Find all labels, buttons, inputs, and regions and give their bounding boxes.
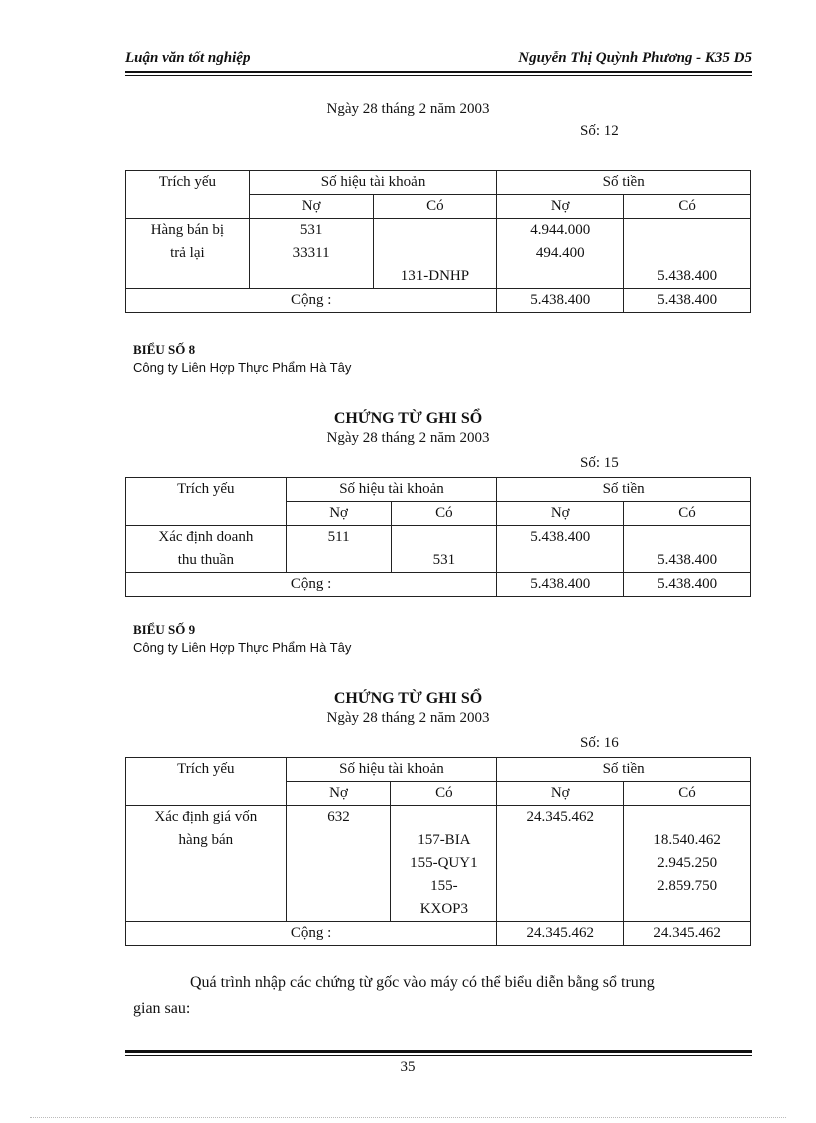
col-summary-header: Trích yếu bbox=[126, 758, 287, 806]
total-label: Cộng : bbox=[126, 922, 497, 946]
summary-line: trả lại bbox=[170, 245, 205, 261]
total-debit: 5.438.400 bbox=[497, 573, 624, 597]
total-label: Cộng : bbox=[126, 573, 497, 597]
bieu8-company: Công ty Liên Hợp Thực Phẩm Hà Tây bbox=[133, 360, 352, 375]
sub-debit-acc: Nợ bbox=[249, 195, 373, 219]
sub-debit-acc: Nợ bbox=[286, 502, 391, 526]
table-row bbox=[126, 526, 751, 573]
sub-debit-amt: Nợ bbox=[497, 782, 624, 806]
debit-amt: 4.944.000 bbox=[530, 222, 591, 238]
total-debit: 5.438.400 bbox=[497, 289, 624, 313]
col-amount-header: Số tiền bbox=[497, 758, 751, 782]
total-credit: 5.438.400 bbox=[624, 573, 751, 597]
debit-acc: 632 bbox=[327, 809, 350, 825]
debit-amt-cell bbox=[497, 219, 624, 289]
total-credit: 5.438.400 bbox=[624, 289, 751, 313]
sub-debit-acc: Nợ bbox=[286, 782, 391, 806]
credit-acc: KXOP3 bbox=[419, 901, 469, 917]
table-row bbox=[126, 806, 751, 922]
sub-debit-amt: Nợ bbox=[497, 195, 624, 219]
debit-amt-cell bbox=[497, 526, 624, 573]
credit-acc-cell bbox=[373, 219, 497, 289]
debit-acc-cell bbox=[286, 526, 391, 573]
credit-amt-cell bbox=[624, 526, 751, 573]
credit-acc: 155- bbox=[430, 878, 458, 894]
summary-line: Hàng bán bị bbox=[150, 222, 225, 238]
header-left: Luận văn tốt nghiệp bbox=[125, 50, 251, 66]
summary-line: Xác định giá vốn bbox=[154, 809, 258, 825]
col-summary-header: Trích yếu bbox=[126, 478, 287, 526]
summary-line: thu thuần bbox=[177, 552, 234, 568]
summary-cell bbox=[126, 806, 287, 922]
credit-acc: 131-DNHP bbox=[400, 268, 470, 284]
bieu9-date: Ngày 28 tháng 2 năm 2003 bbox=[326, 710, 490, 726]
voucher12-table bbox=[125, 170, 751, 313]
bieu9-table bbox=[125, 757, 751, 946]
credit-amt: 5.438.400 bbox=[657, 268, 718, 284]
col-account-header: Số hiệu tài khoản bbox=[249, 171, 497, 195]
credit-amt-cell bbox=[624, 219, 751, 289]
debit-amt: 5.438.400 bbox=[530, 529, 591, 545]
debit-amt: 494.400 bbox=[535, 245, 585, 261]
bieu9-company: Công ty Liên Hợp Thực Phẩm Hà Tây bbox=[133, 640, 352, 655]
debit-acc: 33311 bbox=[292, 245, 330, 261]
col-summary-header: Trích yếu bbox=[126, 171, 250, 219]
sub-credit-amt: Có bbox=[624, 502, 751, 526]
voucher12-number: Số: 12 bbox=[580, 123, 619, 139]
bieu8-table bbox=[125, 477, 751, 597]
col-amount-header: Số tiền bbox=[497, 171, 751, 195]
sub-debit-amt: Nợ bbox=[497, 502, 624, 526]
credit-acc: 531 bbox=[432, 552, 456, 568]
footer-rule bbox=[125, 1050, 752, 1053]
summary-cell bbox=[126, 219, 250, 289]
sub-credit-amt: Có bbox=[624, 782, 751, 806]
summary-cell bbox=[126, 526, 287, 573]
debit-acc-cell bbox=[249, 219, 373, 289]
header-right: Nguyễn Thị Quỳnh Phương - K35 D5 bbox=[518, 50, 752, 66]
credit-amt-cell bbox=[624, 806, 751, 922]
bieu8-label: BIỂU SỐ 8 bbox=[133, 342, 196, 357]
bieu8-title: CHỨNG TỪ GHI SỔ bbox=[333, 410, 483, 427]
sub-credit-acc: Có bbox=[373, 195, 497, 219]
credit-amt: 2.859.750 bbox=[657, 878, 718, 894]
debit-acc-cell bbox=[286, 806, 391, 922]
total-label: Cộng : bbox=[126, 289, 497, 313]
col-amount-header: Số tiền bbox=[497, 478, 751, 502]
bieu9-label: BIỂU SỐ 9 bbox=[133, 622, 196, 637]
total-credit: 24.345.462 bbox=[624, 922, 751, 946]
voucher12-date: Ngày 28 tháng 2 năm 2003 bbox=[326, 101, 490, 117]
sub-credit-amt: Có bbox=[624, 195, 751, 219]
bieu9-number: Số: 16 bbox=[580, 735, 619, 751]
summary-line: Xác định doanh bbox=[158, 529, 254, 545]
bieu8-date: Ngày 28 tháng 2 năm 2003 bbox=[326, 430, 490, 446]
total-row bbox=[126, 289, 751, 313]
bieu9-title: CHỨNG TỪ GHI SỔ bbox=[333, 690, 483, 707]
header-rule-thin bbox=[125, 75, 752, 76]
page-edge bbox=[30, 1117, 786, 1118]
total-debit: 24.345.462 bbox=[497, 922, 624, 946]
debit-amt: 24.345.462 bbox=[526, 809, 594, 825]
debit-acc: 531 bbox=[299, 222, 323, 238]
debit-acc: 511 bbox=[327, 529, 350, 545]
page-header bbox=[125, 50, 752, 72]
summary-line: hàng bán bbox=[178, 832, 234, 848]
paragraph-line: Quá trình nhập các chứng từ gốc vào máy có thể biểu diễn bằng sổ trung bbox=[190, 974, 655, 991]
sub-credit-acc: Có bbox=[391, 782, 497, 806]
total-row bbox=[126, 922, 751, 946]
paragraph-line: gian sau: bbox=[133, 1000, 191, 1017]
credit-acc-cell bbox=[391, 806, 497, 922]
credit-acc-cell bbox=[391, 526, 497, 573]
credit-acc: 157-BIA bbox=[417, 832, 471, 848]
page-number: 35 bbox=[400, 1059, 416, 1075]
credit-amt: 18.540.462 bbox=[653, 832, 721, 848]
bieu8-number: Số: 15 bbox=[580, 455, 619, 471]
table-row bbox=[126, 219, 751, 289]
footer-rule-thin bbox=[125, 1055, 752, 1056]
credit-acc: 155-QUY1 bbox=[410, 855, 478, 871]
total-row bbox=[126, 573, 751, 597]
credit-amt: 2.945.250 bbox=[657, 855, 718, 871]
col-account-header: Số hiệu tài khoản bbox=[286, 758, 497, 782]
debit-amt-cell bbox=[497, 806, 624, 922]
col-account-header: Số hiệu tài khoản bbox=[286, 478, 497, 502]
credit-amt: 5.438.400 bbox=[657, 552, 718, 568]
header-rule bbox=[125, 71, 752, 73]
sub-credit-acc: Có bbox=[391, 502, 497, 526]
